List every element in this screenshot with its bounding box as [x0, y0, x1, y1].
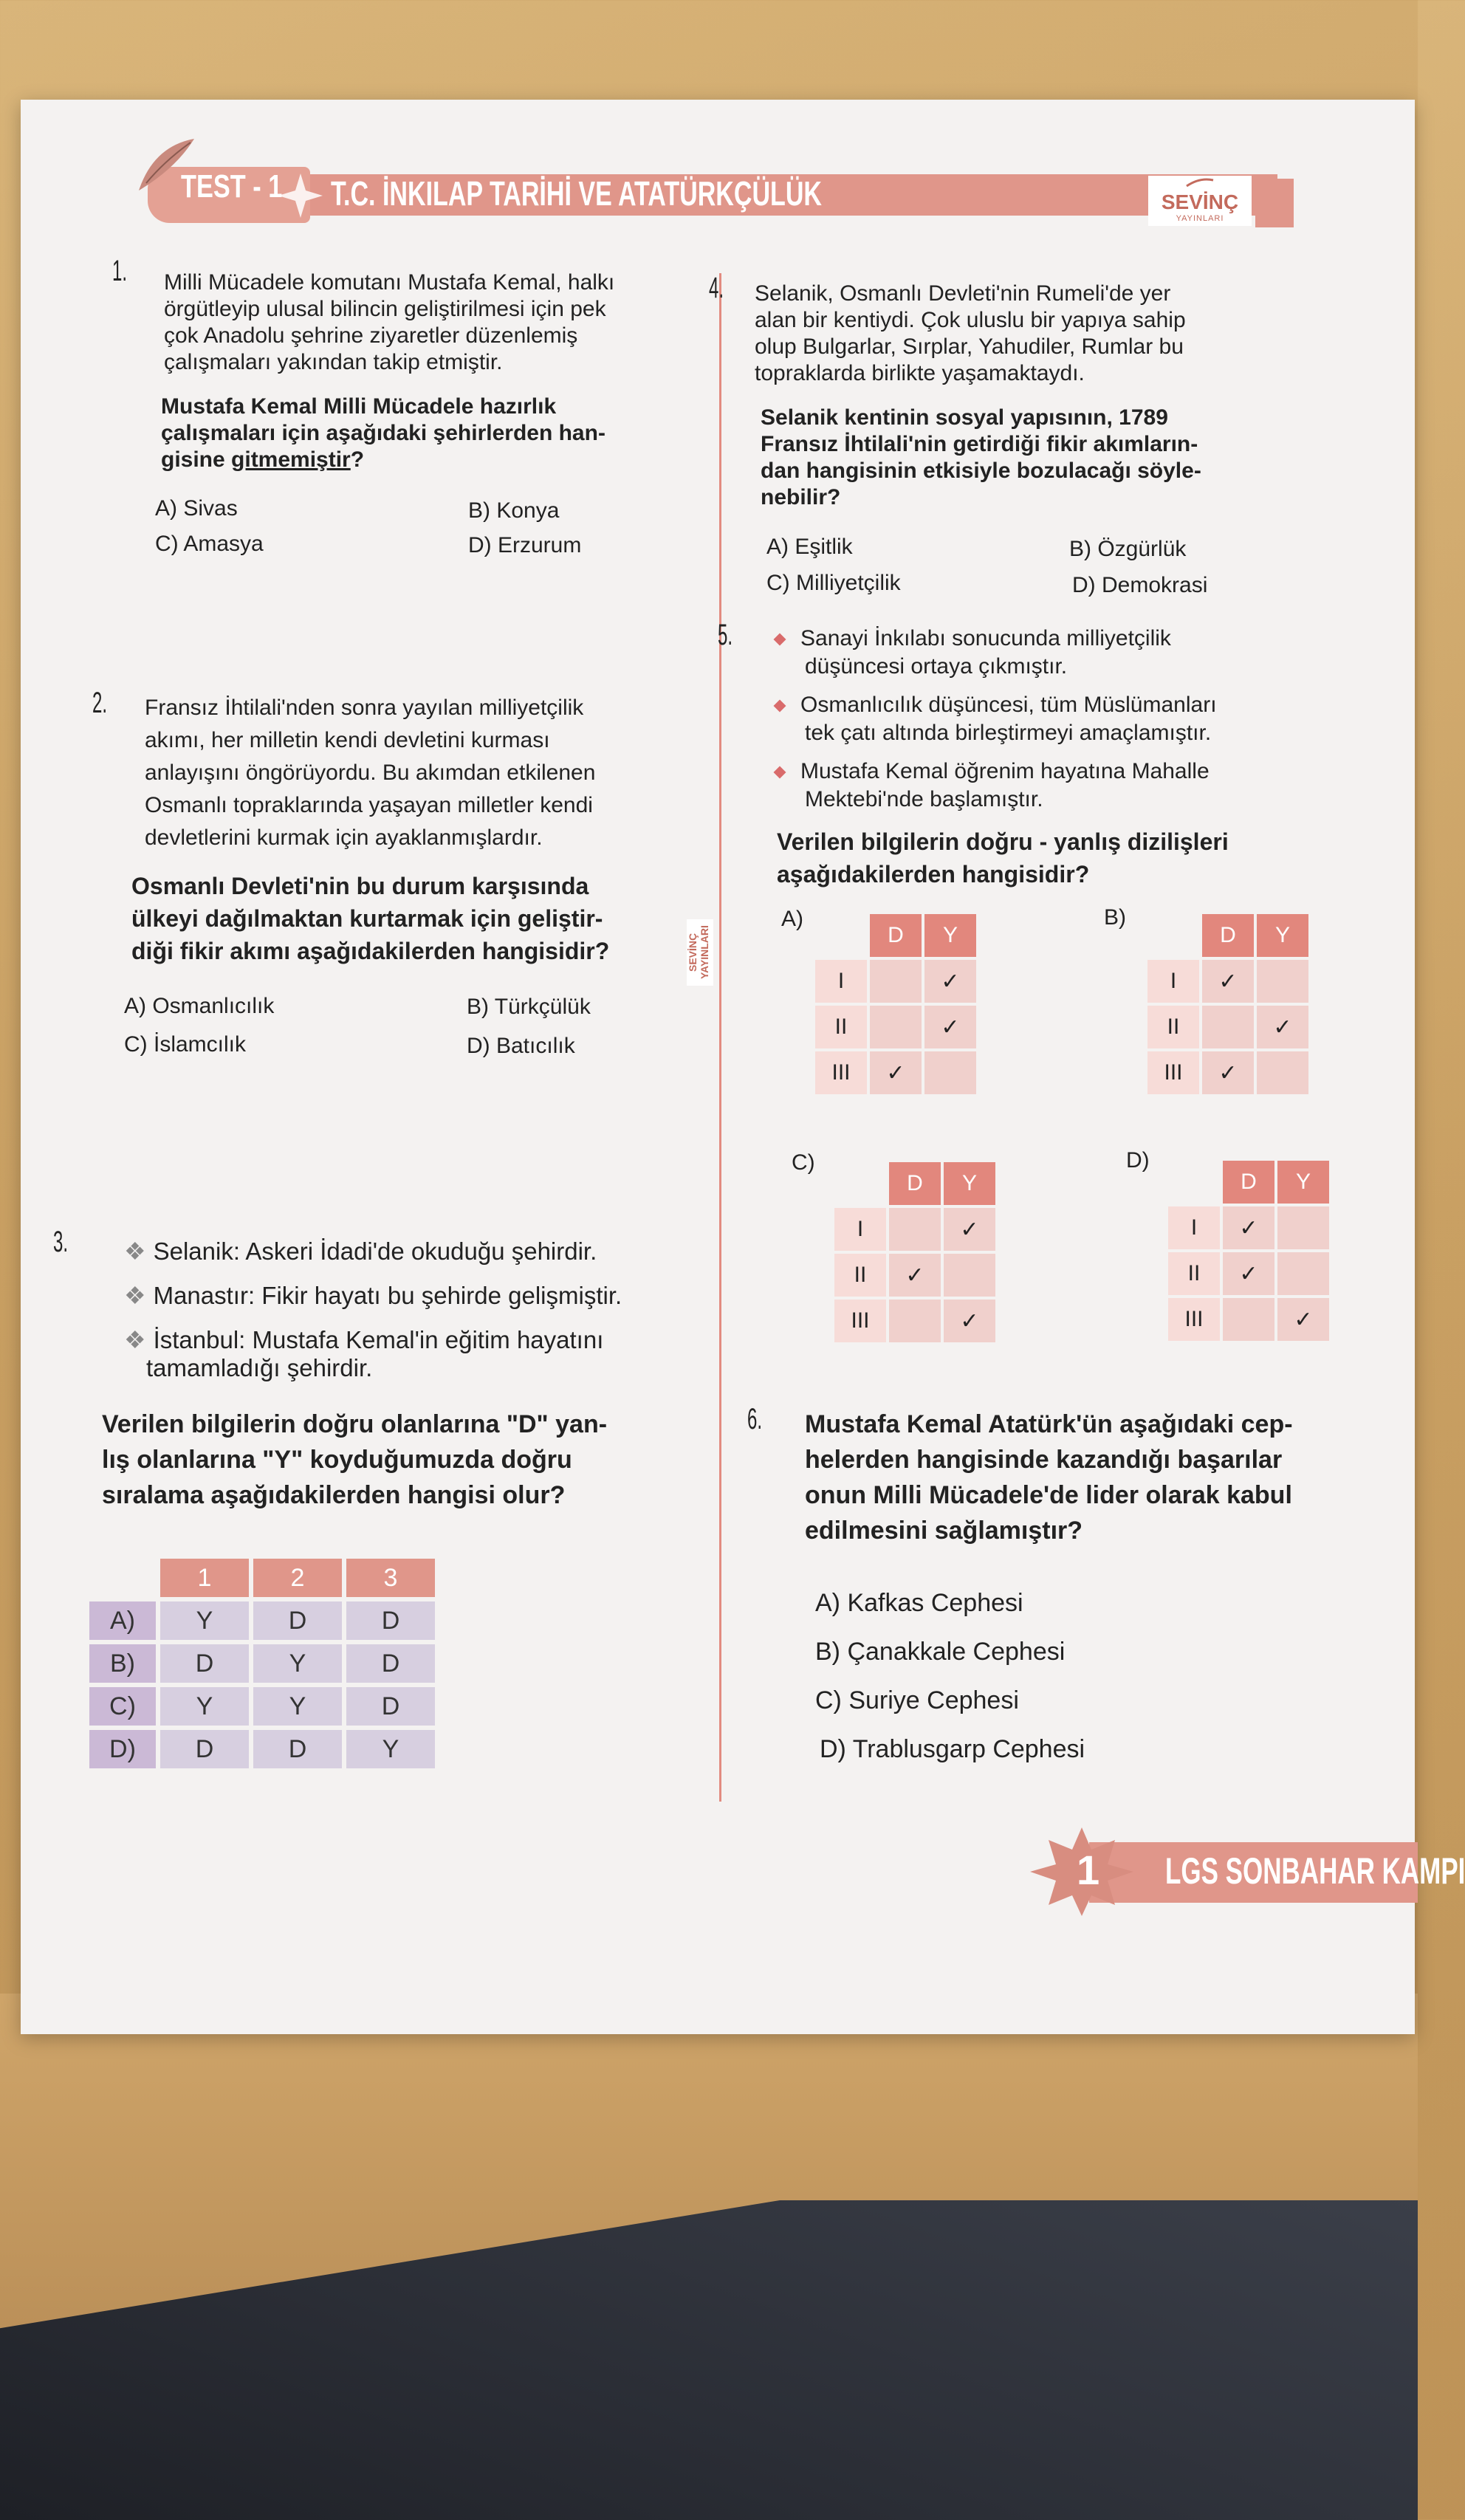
question-text: Milli Mücadele komutanı Mustafa Kemal, halkı örgütleyip ulusal bilincin geliştirilmesi için pek çok Anadolu şehrine ziyaretler düzenlemiş çalışmaları yakından takip etmiştir.	[164, 270, 615, 374]
check-mark: ✓	[870, 1051, 922, 1094]
brand-sub: YAYINLARI	[1176, 214, 1224, 223]
question-number: 1.	[112, 255, 128, 287]
grid-row-label: II	[815, 1006, 867, 1048]
question-prompt: Selanik kentinin sosyal yapısının, 1789 Fransız İhtilali'nin getirdiği fikir akımların- dan hangisinin etkisiyle bozulacağı söyle- nebilir?	[761, 405, 1201, 509]
grid-option-label[interactable]: C)	[792, 1150, 815, 1175]
grid-header: Y	[944, 1162, 995, 1205]
grid-option-label[interactable]: A)	[781, 907, 803, 931]
question-prompt: Mustafa Kemal Milli Mücadele hazırlık çalışmaları için aşağıdaki şehirlerden han- gisine gitmemiştir?	[161, 394, 605, 472]
question-text: Fransız İhtilali'nden sonra yayılan milliyetçilik akımı, her milletin kendi devletini kurması anlayışını öngörüyordu. Bu akımdan etkilenen Osmanlı topraklarında yaşayan milletler kendi devletlerini kurmak için ayaklanmışlardır.	[145, 696, 596, 850]
option-b[interactable]: B) Özgürlük	[1069, 537, 1187, 561]
grid-row	[834, 1208, 995, 1251]
grid-row	[1168, 1298, 1329, 1341]
option-d[interactable]: D) Batıcılık	[467, 1034, 575, 1058]
grid-cell	[1277, 1252, 1329, 1295]
check-mark: ✓	[924, 1006, 976, 1048]
grid-row	[815, 1051, 976, 1094]
check-mark: ✓	[1202, 960, 1254, 1003]
table-row[interactable]: D) D D Y	[89, 1730, 435, 1768]
bullet-icon	[774, 766, 786, 779]
option-a[interactable]: A) Sivas	[155, 496, 238, 521]
option-d[interactable]: D) Erzurum	[468, 533, 582, 557]
grid-header: Y	[1277, 1161, 1329, 1204]
table-header: 2	[253, 1559, 342, 1597]
grid-row-label: I	[834, 1208, 886, 1251]
option-a[interactable]: A) Eşitlik	[766, 535, 853, 559]
check-mark: ✓	[889, 1254, 941, 1297]
grid-row-label: II	[1168, 1252, 1220, 1295]
side-brand: SEVİNÇ YAYINLARI	[687, 919, 713, 986]
check-mark: ✓	[1257, 1006, 1308, 1048]
option-b[interactable]: B) Çanakkale Cephesi	[815, 1638, 1066, 1666]
grid-row-label: I	[815, 960, 867, 1003]
question-number: 5.	[718, 619, 733, 651]
grid-row	[1147, 1006, 1308, 1048]
option-a[interactable]: A) Kafkas Cephesi	[815, 1589, 1023, 1617]
grid-cell	[889, 1208, 941, 1251]
option-c[interactable]: C) Amasya	[155, 532, 264, 556]
flower-decoration-icon	[275, 170, 326, 222]
check-mark: ✓	[1223, 1206, 1274, 1249]
bullet-icon: ❖	[124, 1237, 146, 1265]
question-number: 6.	[747, 1403, 763, 1435]
bullet-icon	[774, 700, 786, 713]
grid-row-label: II	[1147, 1006, 1199, 1048]
question-prompt: Mustafa Kemal Atatürk'ün aşağıdaki cep- helerden hangisinde kazandığı başarılar onun Milli Mücadele'de lider olarak kabul edilmesini sağlamıştır?	[805, 1410, 1293, 1545]
grid-row	[815, 1006, 976, 1048]
grid-row-label: III	[1168, 1298, 1220, 1341]
grid-cell	[944, 1254, 995, 1297]
option-grid[interactable]	[831, 1159, 998, 1345]
grid-row	[1168, 1252, 1329, 1295]
grid-option-label[interactable]: B)	[1104, 905, 1126, 930]
grid-header: D	[870, 914, 922, 957]
grid-row	[1147, 960, 1308, 1003]
answer-table	[85, 1554, 439, 1773]
question-number: 2.	[92, 687, 108, 719]
check-mark: ✓	[924, 960, 976, 1003]
page-number: 1	[1077, 1847, 1100, 1893]
column-divider	[719, 273, 721, 1802]
table-header: 1	[160, 1559, 249, 1597]
grid-header: D	[1202, 914, 1254, 957]
check-mark: ✓	[1223, 1252, 1274, 1295]
bullet-icon: ❖	[124, 1282, 146, 1309]
question-number: 3.	[53, 1226, 69, 1258]
question-prompt: Osmanlı Devleti'nin bu durum karşısında ülkeyi dağılmaktan kurtarmak için geliştir- diği fikir akımı aşağıdakilerden hangisidir?	[131, 873, 610, 964]
option-a[interactable]: A) Osmanlıcılık	[124, 994, 275, 1018]
page-title: T.C. İNKILAP TARİHİ VE ATATÜRKÇÜLÜK	[331, 174, 823, 213]
grid-header: Y	[1257, 914, 1308, 957]
test-label: TEST - 1	[181, 168, 283, 205]
grid-cell	[1257, 960, 1308, 1003]
grid-row-label: III	[815, 1051, 867, 1094]
grid-header: D	[889, 1162, 941, 1205]
grid-row	[815, 960, 976, 1003]
check-mark: ✓	[944, 1300, 995, 1342]
grid-header: Y	[924, 914, 976, 957]
grid-row	[834, 1254, 995, 1297]
question-text: Selanik, Osmanlı Devleti'nin Rumeli'de yer alan bir kentiydi. Çok uluslu bir yapıya sahip olup Bulgarlar, Sırplar, Yahudiler, Rumlar bu topraklarda birlikte yaşamaktaydı.	[755, 281, 1186, 385]
bullet-icon	[774, 634, 786, 646]
option-c[interactable]: C) Milliyetçilik	[766, 571, 901, 595]
grid-option-label[interactable]: D)	[1126, 1148, 1150, 1173]
option-d[interactable]: D) Demokrasi	[1072, 573, 1208, 597]
grid-row-label: II	[834, 1254, 886, 1297]
check-mark: ✓	[1277, 1298, 1329, 1341]
grid-row-label: III	[1147, 1051, 1199, 1094]
table-header: 3	[346, 1559, 435, 1597]
table-row[interactable]: C) Y Y D	[89, 1687, 435, 1726]
bullet-icon: ❖	[124, 1326, 146, 1353]
grid-row	[1147, 1051, 1308, 1094]
question-items: Sanayi İnkılabı sonucunda milliyetçilik düşüncesi ortaya çıkmıştır. Osmanlıcılık düşüncesi, tüm Müslümanları tek çatı altında birleştirmeyi amaçlamıştır. Mustafa Kemal öğrenim hayatına Mahalle Mektebi'nde başlamıştır.	[775, 625, 1337, 814]
grid-row-label: I	[1168, 1206, 1220, 1249]
option-b[interactable]: B) Türkçülük	[467, 995, 591, 1019]
grid-row-label: I	[1147, 960, 1199, 1003]
brand-name: SEVİNÇ	[1161, 190, 1239, 213]
option-grid[interactable]	[1145, 911, 1311, 1097]
question-number: 4.	[709, 272, 724, 304]
grid-header: D	[1223, 1161, 1274, 1204]
table-row[interactable]: A) Y D D	[89, 1601, 435, 1640]
question-prompt: Verilen bilgilerin doğru olanlarına "D" yan- lış olanlarına "Y" koyduğumuzda doğru sıralama aşağıdakilerden hangisi olur?	[102, 1410, 608, 1509]
option-c[interactable]: C) İslamcılık	[124, 1032, 246, 1057]
option-b[interactable]: B) Konya	[468, 498, 560, 523]
grid-cell	[924, 1051, 976, 1094]
grid-row	[834, 1300, 995, 1342]
grid-cell	[870, 960, 922, 1003]
grid-cell	[870, 1006, 922, 1048]
grid-cell	[1202, 1006, 1254, 1048]
grid-row-label: III	[834, 1300, 886, 1342]
grid-row	[1168, 1206, 1329, 1249]
check-mark: ✓	[944, 1208, 995, 1251]
question-prompt: Verilen bilgilerin doğru - yanlış dizilişleri aşağıdakilerden hangisidir?	[777, 828, 1229, 888]
footer-title: LGS SONBAHAR KAMPI	[1165, 1850, 1465, 1892]
question-items: ❖ Selanik: Askeri İdadi'de okuduğu şehirdir. ❖ Manastır: Fikir hayatı bu şehirde gelişmiştir. ❖ İstanbul: Mustafa Kemal'in eğitim hayatını tamamladığı şehirdir.	[124, 1237, 622, 1381]
option-grid[interactable]	[812, 911, 979, 1097]
grid-cell	[1277, 1206, 1329, 1249]
brand-swoosh-icon	[1185, 177, 1215, 189]
option-grid[interactable]	[1165, 1158, 1332, 1344]
grid-cell	[1223, 1298, 1274, 1341]
check-mark: ✓	[1202, 1051, 1254, 1094]
grid-cell	[889, 1300, 941, 1342]
header-corner-square	[1255, 179, 1294, 227]
option-d[interactable]: D) Trablusgarp Cephesi	[820, 1735, 1085, 1763]
table-row[interactable]: B) D Y D	[89, 1644, 435, 1683]
option-c[interactable]: C) Suriye Cephesi	[815, 1686, 1019, 1714]
brand-logo	[1148, 176, 1252, 226]
grid-cell	[1257, 1051, 1308, 1094]
